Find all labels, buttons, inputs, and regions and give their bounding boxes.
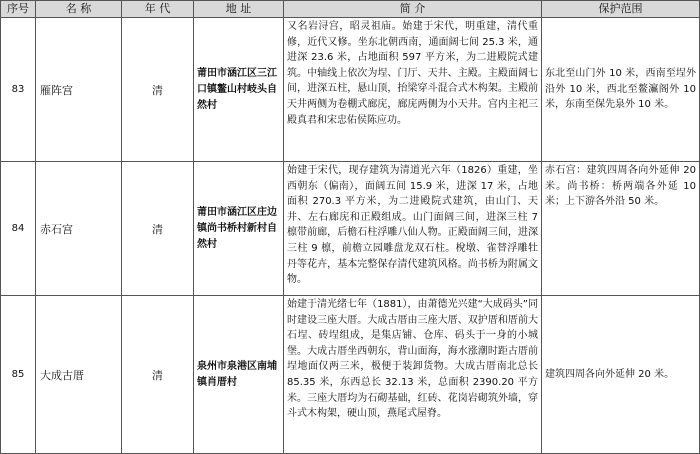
header-intro: 简 介 xyxy=(284,1,542,18)
cell-era: 清 xyxy=(122,296,194,454)
cell-name: 雁阵宫 xyxy=(36,18,122,162)
cell-name: 赤石宫 xyxy=(36,162,122,296)
header-name: 名 称 xyxy=(36,1,122,18)
table-row xyxy=(1,18,700,162)
header-era: 年 代 xyxy=(122,1,194,18)
header-no: 序号 xyxy=(1,1,36,18)
cell-protection: 建筑四周各向外延伸 20 米。 xyxy=(542,296,700,454)
cell-address: 莆田市涵江区庄边镇尚书桥村新村自然村 xyxy=(194,162,284,296)
cell-no: 85 xyxy=(1,296,36,454)
cell-intro: 又名岩浔宫，昭灵祖庙。始建于宋代，明重建，清代重修，近代又修。坐东北朝西南，通面阔七间 25.3 米，通进深 23.6 米，占地面积 597 平方米，为二进殿院式建筑。中轴线上依次为埕、门厅、天井、主殿。主殿面阔七间，进深五柱，悬山顶，抬梁穿斗混合式木构架。主殿前天井两侧为卷棚式廊庑，廊庑两侧为小天井。宫内主祀三殿真君和宋忠佑侯陈应功。 xyxy=(284,18,542,162)
cell-protection: 东北至山门外 10 米，西南至埕外沿外 10 米，西北至鳌灜阁外 10 米，东南至保先泉外 10 米。 xyxy=(542,18,700,162)
cell-intro: 始建于清光绪七年（1881），由萧德光兴建“大成码头”同时建设三座大厝。大成古厝由三座大厝、双护厝和厝前大石埕、砖埕组成，是集店铺、仓库、码头于一身的小城堡。大成古厝坐西朝东，背山面海，海水涨潮时距古厝前埕地面仅两三米，极便于装卸货物。大成古厝南北总长 85.35 米，东西总长 32.13 米，总面积 2390.20 平方米。三座大厝均为石砌基础，红砖、花岗岩砌筑外墙，穿斗式木构架，硬山顶，燕尾式屋脊。 xyxy=(284,296,542,454)
header-protection: 保护范围 xyxy=(542,1,700,18)
cell-era: 清 xyxy=(122,162,194,296)
cell-name: 大成古厝 xyxy=(36,296,122,454)
cell-no: 84 xyxy=(1,162,36,296)
cell-address: 泉州市泉港区南埔镇肖厝村 xyxy=(194,296,284,454)
cell-era: 清 xyxy=(122,18,194,162)
header-row xyxy=(1,1,700,18)
table-row xyxy=(1,162,700,296)
cell-no: 83 xyxy=(1,18,36,162)
cell-intro: 始建于宋代，现存建筑为清道光六年（1826）重建，坐西朝东（偏南），面阔五间 15.9 米，进深 17 米，占地面积 270.3 平方米，为二进殿院式建筑，由山门、天井、左右廊庑和正殿组成。山门面阔三间，进深三柱 7 檩带前廊，后檐石柱浮雕八仙人物。正殿面阔三间，进深三柱 9 檩，前檐立园雕盘龙双石柱。梲墩、雀替浮雕牡丹等花卉，基本完整保存清代建筑风格。尚书桥为附属文物。 xyxy=(284,162,542,296)
table-row xyxy=(1,296,700,454)
header-address: 地 址 xyxy=(194,1,284,18)
cell-address: 莆田市涵江区三江口镇鳌山村岐头自然村 xyxy=(194,18,284,162)
cell-protection: 赤石宫：建筑四周各向外延伸 20 米。尚书桥：桥两端各外延 10 米；上下游各外沿 50 米。 xyxy=(542,162,700,296)
